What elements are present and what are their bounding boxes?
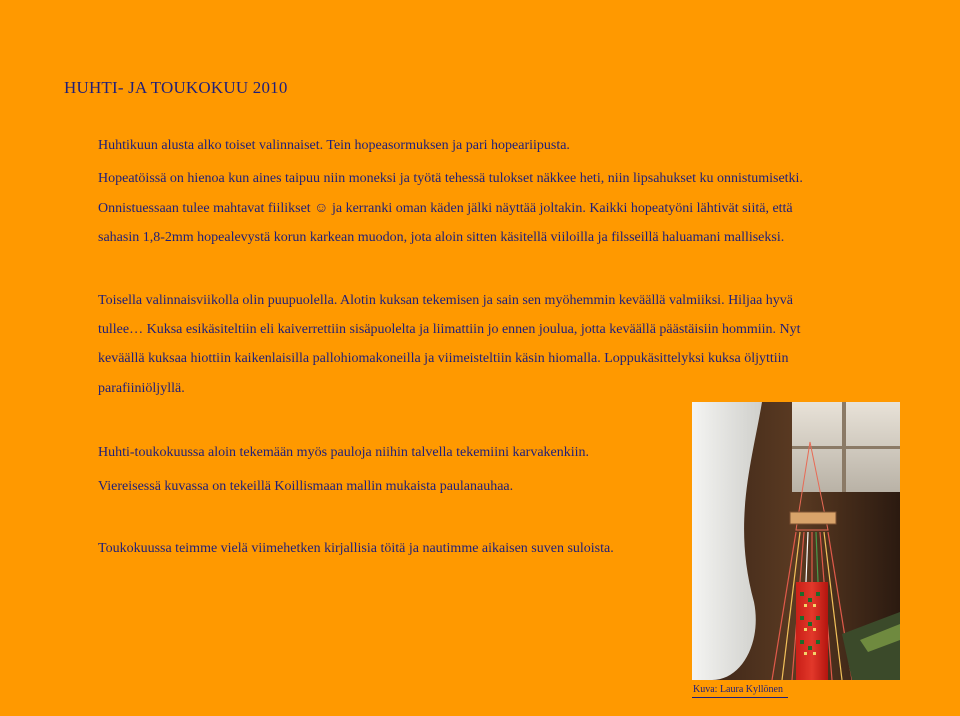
paragraph-line: Huhtikuun alusta alko toiset valinnaiset. Tein hopeasormuksen ja pari hopeariipusta. (98, 138, 570, 153)
paragraph-line: Onnistuessaan tulee mahtavat fiilikset ☺ ja kerranki oman käden jälki näyttää joltakin. Kaikki hopeatyöni lähtivät siitä, että (98, 201, 793, 216)
caption-underline (692, 697, 788, 698)
paragraph-line: keväällä kuksaa hiottiin kaikenlaisilla pallohiomakoneilla ja viimeisteltiin käsin hiomalla. Loppukäsittelyksi kuksa öljyttiin (98, 351, 789, 366)
paragraph-line: sahasin 1,8-2mm hopealevystä korun karkean muodon, jota aloin sitten käsitellä viiloilla ja filsseillä haluamani malliseksi. (98, 230, 785, 245)
photo-caption: Kuva: Laura Kyllönen (693, 684, 783, 695)
paragraph-line: Huhti-toukokuussa aloin tekemään myös pauloja niihin talvella tekemiini karvakenkiin. (98, 445, 590, 460)
paragraph-line: parafiiniöljyllä. (98, 381, 185, 396)
paragraph-line: Viereisessä kuvassa on tekeillä Koillismaan mallin mukaista paulanauhaa. (98, 479, 514, 494)
paragraph-line: tullee… Kuksa esikäsiteltiin eli kaiverrettiin sisäpuolelta ja liimattiin jo ennen joulua, jotta keväällä päästäisiin hommiin. Nyt (98, 322, 801, 337)
weaving-photo (692, 402, 900, 680)
paragraph-line: Hopeatöissä on hienoa kun aines taipuu niin moneksi ja työtä tehessä tulokset näkkee heti, niin lipsahukset ku onnistumisetki. (98, 171, 803, 186)
paragraph-line: Toukokuussa teimme vielä viimehetken kirjallisia töitä ja nautimme aikaisen suven suloista. (98, 541, 614, 556)
page-title: HUHTI- JA TOUKOKUU 2010 (64, 78, 288, 97)
paragraph-line: Toisella valinnaisviikolla olin puupuolella. Alotin kuksan tekemisen ja sain sen myöhemmin keväällä valmiiksi. Hiljaa hyvä (98, 293, 793, 308)
